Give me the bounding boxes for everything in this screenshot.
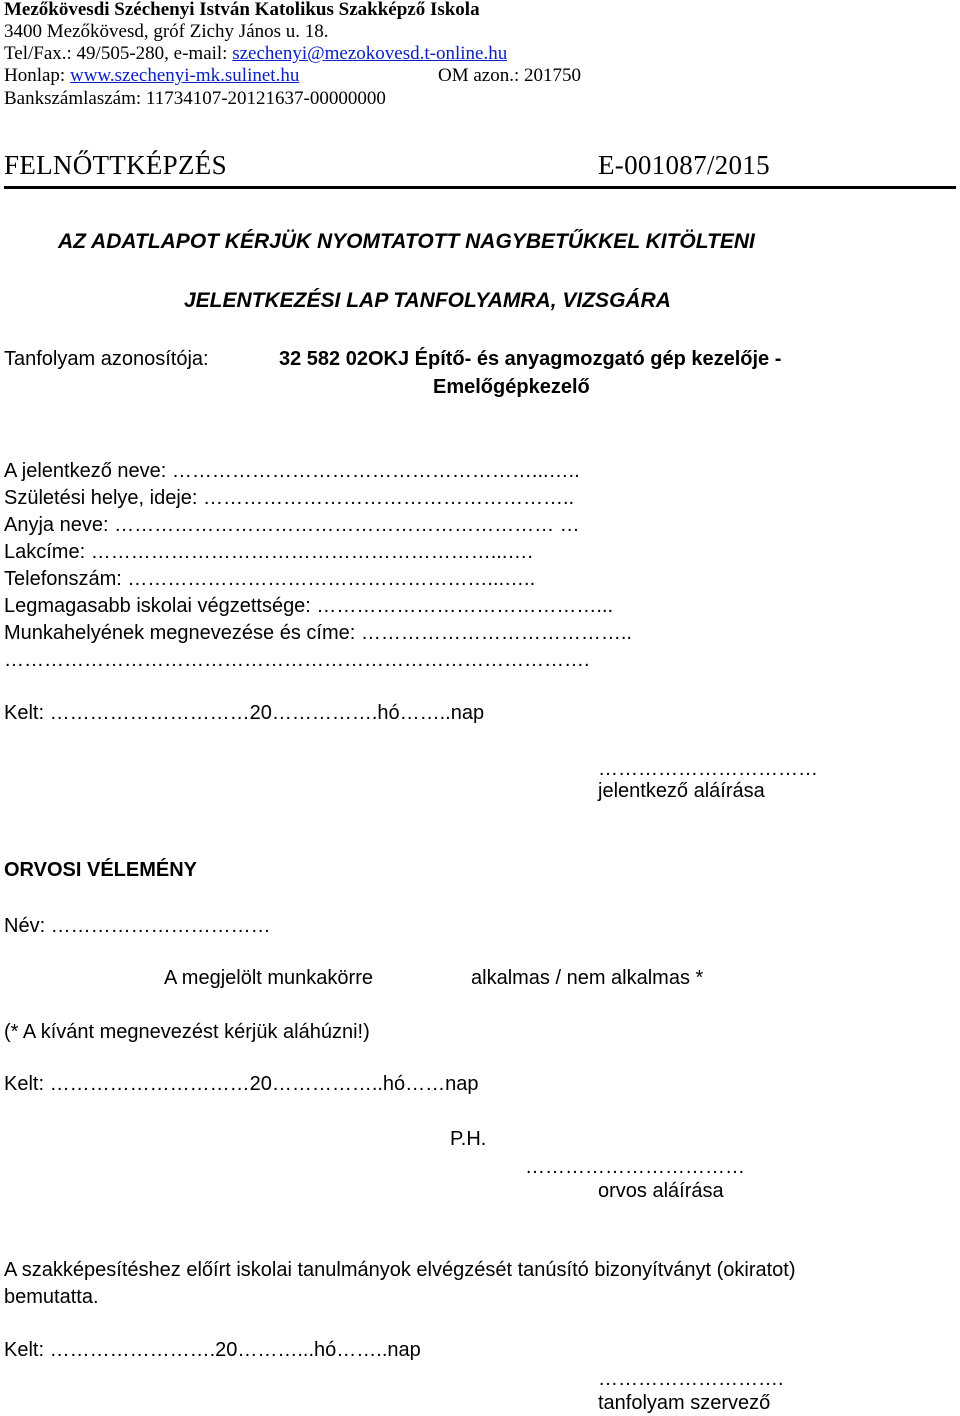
field-birth-place-date[interactable]: Születési helye, ideje: ……………………………………………….. [4, 487, 575, 509]
form-title: JELENTKEZÉSI LAP TANFOLYAMRA, VIZSGÁRA [184, 289, 671, 312]
medical-note: (* A kívánt megnevezést kérjük aláhúzni!) [4, 1021, 370, 1043]
om-id: OM azon.: 201750 [438, 65, 582, 86]
field-address[interactable]: Lakcíme: ……………………………………………………...…. [4, 541, 533, 563]
closing-text: A szakképesítéshez előírt iskolai tanulmányok elvégzését tanúsító bizonyítványt (okiratot) [4, 1259, 796, 1281]
medical-job-label: A megjelölt munkakörre [164, 967, 373, 989]
bank-account: Bankszámlaszám: 11734107-20121637-00000000 [4, 88, 386, 109]
website-label: Honlap: [4, 65, 70, 86]
section-title: FELNŐTTKÉPZÉS [4, 150, 227, 180]
organizer-signature-label: tanfolyam szervező [598, 1392, 771, 1414]
field-mother-name[interactable]: Anyja neve: ………………………………………………………… … [4, 514, 580, 536]
stamp-placeholder: P.H. [450, 1128, 487, 1150]
applicant-signature-line: …………………………… [598, 758, 818, 780]
course-value-cont: Emelőgépkezelő [433, 376, 590, 398]
course-label: Tanfolyam azonosítója: [4, 348, 209, 370]
instruction-text: AZ ADATLAPOT KÉRJÜK NYOMTATOTT NAGYBETŰKKEL KITÖLTENI [58, 230, 755, 253]
contact-line [4, 43, 507, 65]
field-date[interactable]: Kelt: …………………………20…………….hó……..nap [4, 702, 485, 724]
email-link[interactable]: szechenyi@mezokovesd.t-online.hu [232, 43, 508, 64]
section-code: E-001087/2015 [598, 150, 770, 180]
doctor-signature-line: …………………………… [525, 1156, 745, 1178]
field-applicant-name[interactable]: A jelentkező neve: ………………………………………………...….. [4, 460, 580, 482]
closing-date-field[interactable]: Kelt: …………………….20………...hó……..nap [4, 1339, 421, 1361]
medical-title: ORVOSI VÉLEMÉNY [4, 859, 198, 881]
field-education[interactable]: Legmagasabb iskolai végzettsége: ……………………………………... [4, 595, 614, 617]
closing-text-cont: bemutatta. [4, 1286, 99, 1308]
organizer-signature-line: ………………………. [598, 1368, 784, 1390]
medical-fitness-options[interactable]: alkalmas / nem alkalmas * [471, 967, 704, 989]
medical-name-field[interactable]: Név: …………………………… [4, 915, 271, 937]
course-value: 32 582 02OKJ Építő- és anyagmozgató gép kezelője - [279, 348, 782, 370]
section-divider [4, 186, 956, 189]
website-line [4, 65, 299, 87]
field-workplace[interactable]: Munkahelyének megnevezése és címe: ………………………………….. [4, 622, 632, 644]
applicant-signature-label: jelentkező aláírása [598, 780, 765, 802]
doctor-signature-label: orvos aláírása [598, 1180, 724, 1202]
field-phone[interactable]: Telefonszám: ………………………………………………...….. [4, 568, 536, 590]
medical-date-field[interactable]: Kelt: …………………………20……………..hó……nap [4, 1073, 479, 1095]
school-name: Mezőkövesdi Széchenyi István Katolikus Szakképző Iskola [4, 0, 480, 20]
field-workplace-cont[interactable]: ……………………………………………………………………………. [4, 649, 590, 671]
school-address: 3400 Mezőkövesd, gróf Zichy János u. 18. [4, 21, 329, 42]
telfax-label: Tel/Fax.: 49/505-280, e-mail: [4, 43, 233, 64]
website-link[interactable]: www.szechenyi-mk.sulinet.hu [69, 65, 300, 86]
